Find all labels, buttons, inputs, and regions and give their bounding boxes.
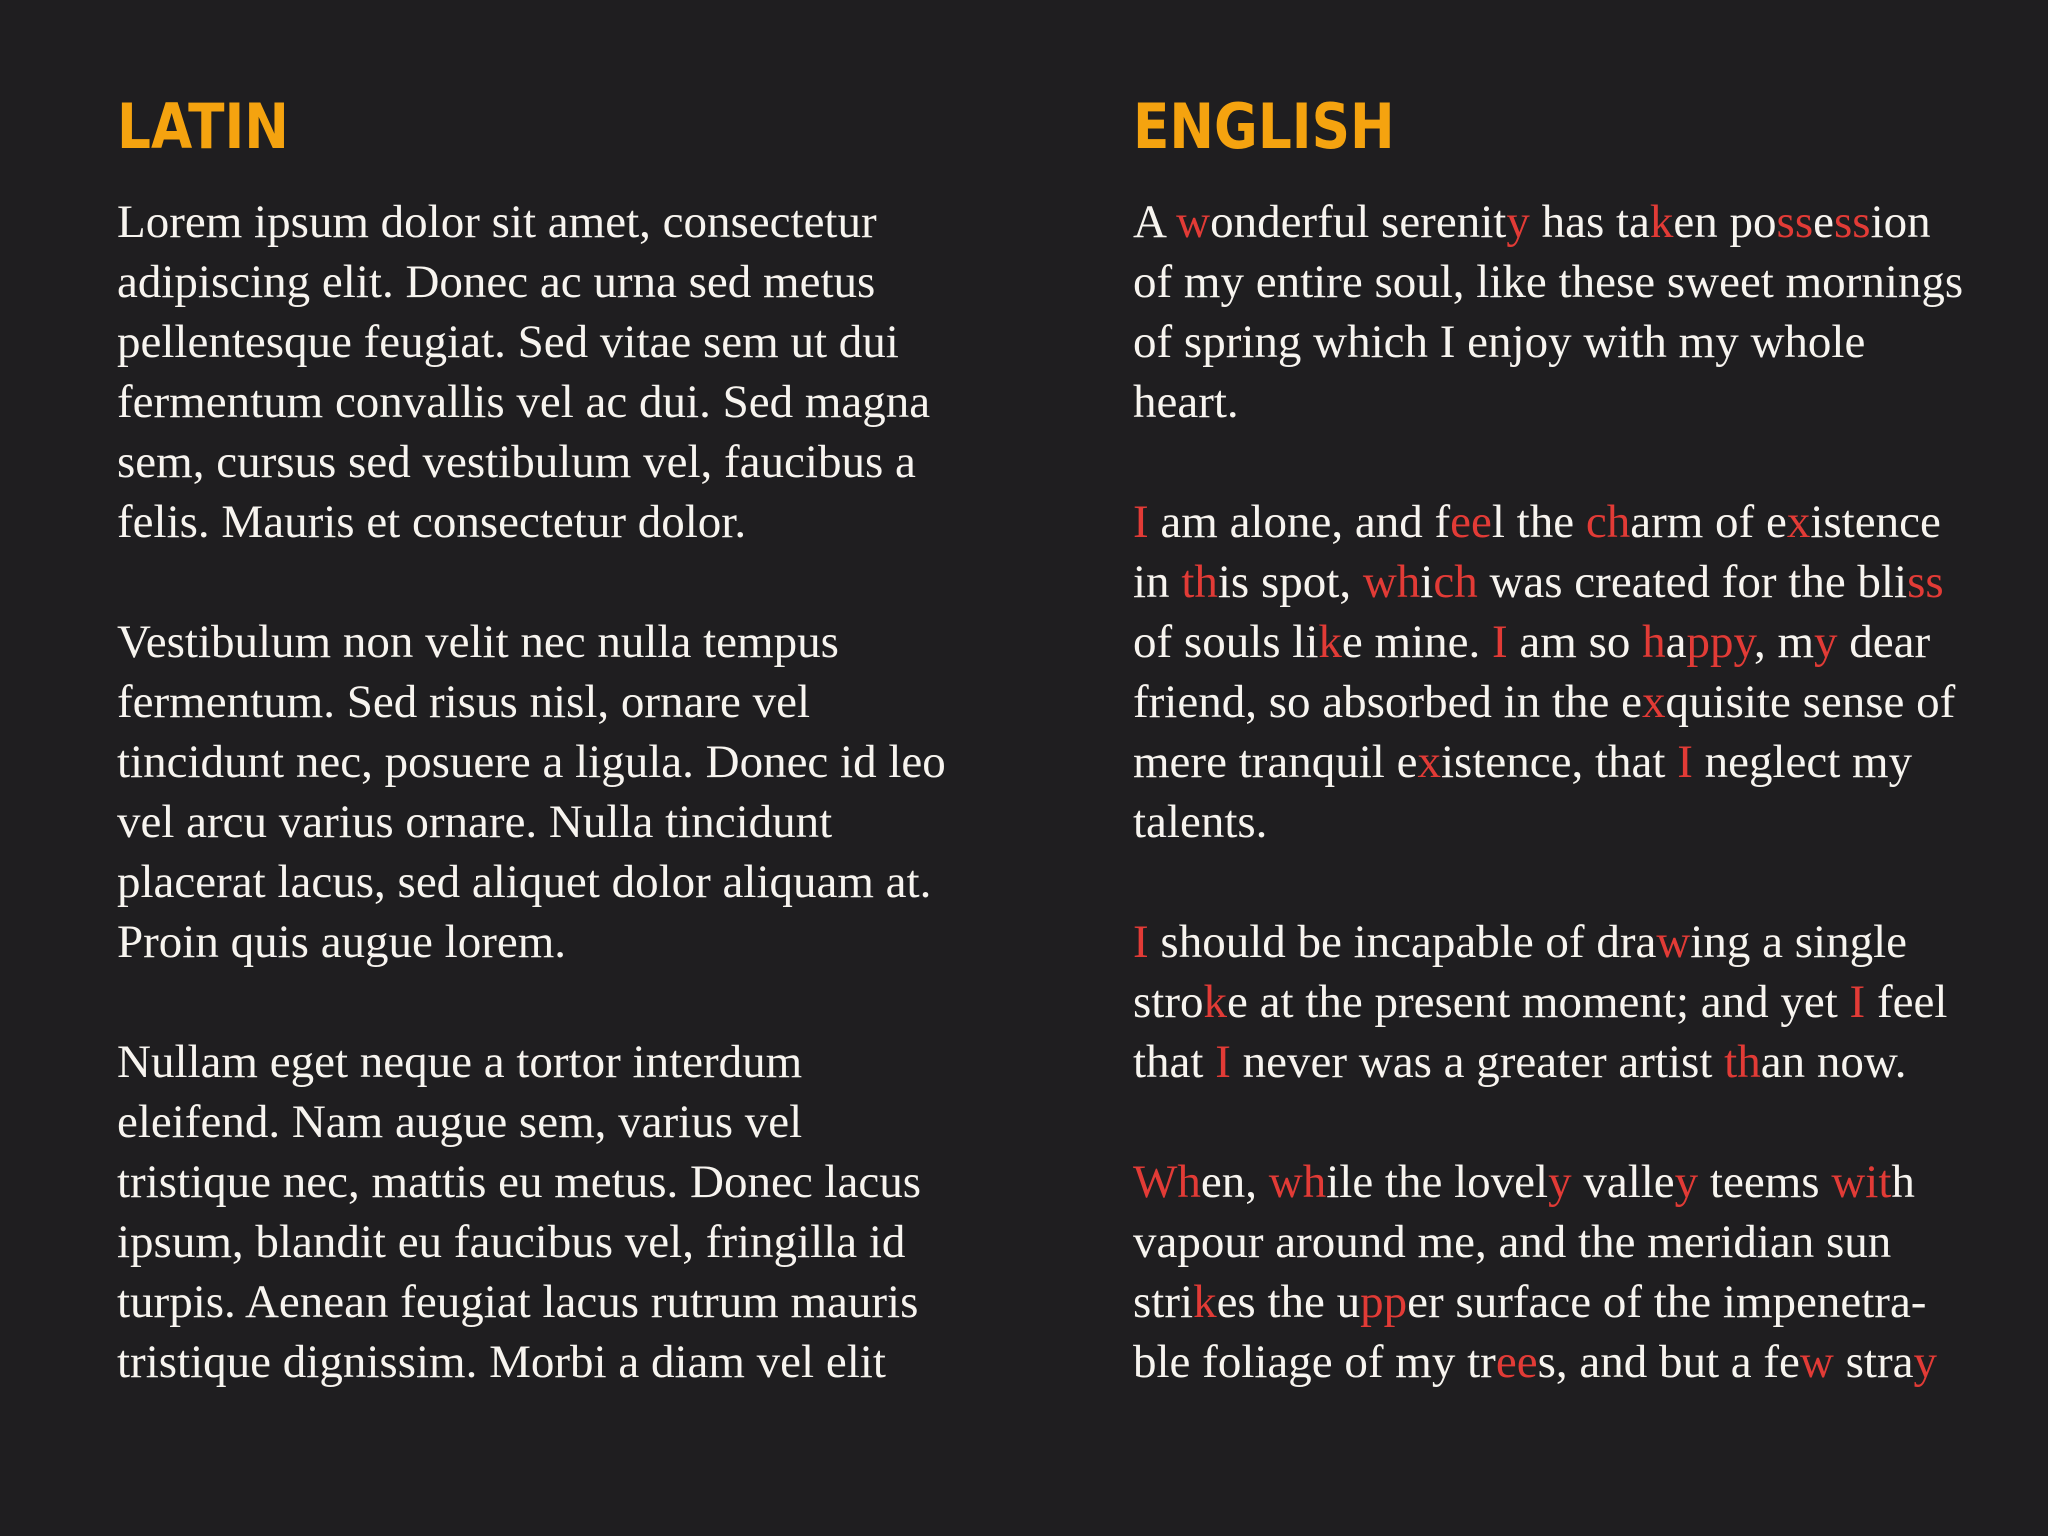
highlighted-letters: ppy: [1686, 616, 1754, 668]
text-line: strikes the upper surface of the impenetra-: [1133, 1276, 1927, 1328]
text-line: sem, cursus sed vestibulum vel, faucibus a: [117, 436, 916, 488]
highlighted-letters: ch: [1585, 496, 1631, 548]
text-line: of souls like mine. I am so happy, my dear: [1133, 616, 1931, 668]
text-line: friend, so absorbed in the exquisite sense of: [1133, 676, 1956, 728]
highlighted-letters: Wh: [1133, 1156, 1201, 1208]
text-line: placerat lacus, sed aliquet dolor aliquam at.: [117, 856, 932, 908]
text-line: Proin quis augue lorem.: [117, 916, 567, 968]
highlighted-letters: k: [1203, 976, 1227, 1028]
text-line: I am alone, and feel the charm of existence: [1133, 496, 1941, 548]
latin-paragraph: [117, 192, 937, 552]
text-line: tincidunt nec, posuere a ligula. Donec id leo: [117, 736, 946, 788]
text-line: stroke at the present moment; and yet I feel: [1133, 976, 1948, 1028]
text-line: that I never was a greater artist than now.: [1133, 1036, 1907, 1088]
text-line: Nullam eget neque a tortor interdum: [117, 1036, 803, 1088]
text-line: A wonderful serenity has taken possession: [1133, 196, 1931, 248]
highlighted-letters: h: [1642, 616, 1666, 668]
text-line: pellentesque feugiat. Sed vitae sem ut dui: [117, 316, 899, 368]
latin-heading: LATIN: [117, 90, 289, 163]
highlighted-letters: ee: [1450, 496, 1492, 548]
highlighted-letters: ss: [1834, 196, 1871, 248]
english-paragraph: [1133, 492, 2013, 852]
highlighted-letters: ss: [1907, 556, 1944, 608]
text-line: mere tranquil existence, that I neglect my: [1133, 736, 1913, 788]
highlighted-letters: I: [1849, 976, 1866, 1028]
text-line: Vestibulum non velit nec nulla tempus: [117, 616, 839, 668]
text-line: vel arcu varius ornare. Nulla tincidunt: [117, 796, 833, 848]
highlighted-letters: wh: [1362, 556, 1421, 608]
highlighted-letters: y: [1506, 196, 1530, 248]
text-line: tristique dignissim. Morbi a diam vel elit: [117, 1336, 886, 1388]
text-line: talents.: [1133, 796, 1268, 848]
text-line: vapour around me, and the meridian sun: [1133, 1216, 1892, 1268]
text-line: When, while the lovely valley teems with: [1133, 1156, 1915, 1208]
text-line: fermentum. Sed risus nisl, ornare vel: [117, 676, 811, 728]
highlighted-letters: k: [1318, 616, 1342, 668]
highlighted-letters: ee: [1495, 1336, 1538, 1388]
text-line: I should be incapable of drawing a single: [1133, 916, 1907, 968]
highlighted-letters: wh: [1268, 1156, 1327, 1208]
english-paragraph: [1133, 1152, 2013, 1392]
highlighted-letters: w: [1656, 916, 1691, 968]
highlighted-letters: I: [1133, 916, 1149, 968]
highlighted-letters: y: [1674, 1156, 1699, 1208]
text-line: ipsum, blandit eu faucibus vel, fringilla id: [117, 1216, 906, 1268]
text-line: eleifend. Nam augue sem, varius vel: [117, 1096, 803, 1148]
english-paragraph: [1133, 192, 2013, 432]
latin-paragraph: [117, 1032, 937, 1392]
text-line: tristique nec, mattis eu metus. Donec lacus: [117, 1156, 922, 1208]
text-line: of spring which I enjoy with my whole: [1133, 316, 1866, 368]
highlighted-letters: x: [1417, 736, 1441, 788]
highlighted-letters: w: [1799, 1336, 1834, 1388]
text-line: of my entire soul, like these sweet mornings: [1133, 256, 1964, 308]
highlighted-letters: I: [1492, 616, 1508, 668]
text-line: felis. Mauris et consectetur dolor.: [117, 496, 747, 548]
highlighted-letters: ss: [1776, 196, 1814, 248]
highlighted-letters: x: [1642, 676, 1666, 728]
highlighted-letters: y: [1548, 1156, 1572, 1208]
highlighted-letters: th: [1724, 1036, 1761, 1088]
english-body: [1133, 192, 2013, 1452]
highlighted-letters: y: [1814, 616, 1838, 668]
highlighted-letters: ch: [1433, 556, 1478, 608]
text-line: Lorem ipsum dolor sit amet, consectetur: [117, 196, 877, 248]
highlighted-letters: k: [1193, 1276, 1217, 1328]
text-line: fermentum convallis vel ac dui. Sed magna: [117, 376, 931, 428]
highlighted-letters: pp: [1360, 1276, 1408, 1328]
text-line: ble foliage of my trees, and but a few stray: [1133, 1336, 1937, 1388]
text-line: adipiscing elit. Donec ac urna sed metus: [117, 256, 876, 308]
highlighted-letters: I: [1133, 496, 1149, 548]
highlighted-letters: I: [1677, 736, 1693, 788]
highlighted-letters: w: [1176, 196, 1211, 248]
highlighted-letters: I: [1215, 1036, 1231, 1088]
highlighted-letters: x: [1786, 496, 1811, 548]
latin-paragraph: [117, 612, 946, 972]
english-heading: ENGLISH: [1133, 90, 1395, 163]
latin-body: [117, 192, 946, 1452]
english-paragraph: [1133, 912, 2013, 1092]
text-line: heart.: [1133, 376, 1239, 428]
highlighted-letters: th: [1181, 556, 1218, 608]
highlighted-letters: wit: [1831, 1156, 1892, 1208]
highlighted-letters: y: [1913, 1336, 1937, 1388]
text-line: turpis. Aenean feugiat lacus rutrum mauris: [117, 1276, 919, 1328]
highlighted-letters: k: [1649, 196, 1674, 248]
text-line: in this spot, which was created for the bliss: [1133, 556, 1944, 608]
